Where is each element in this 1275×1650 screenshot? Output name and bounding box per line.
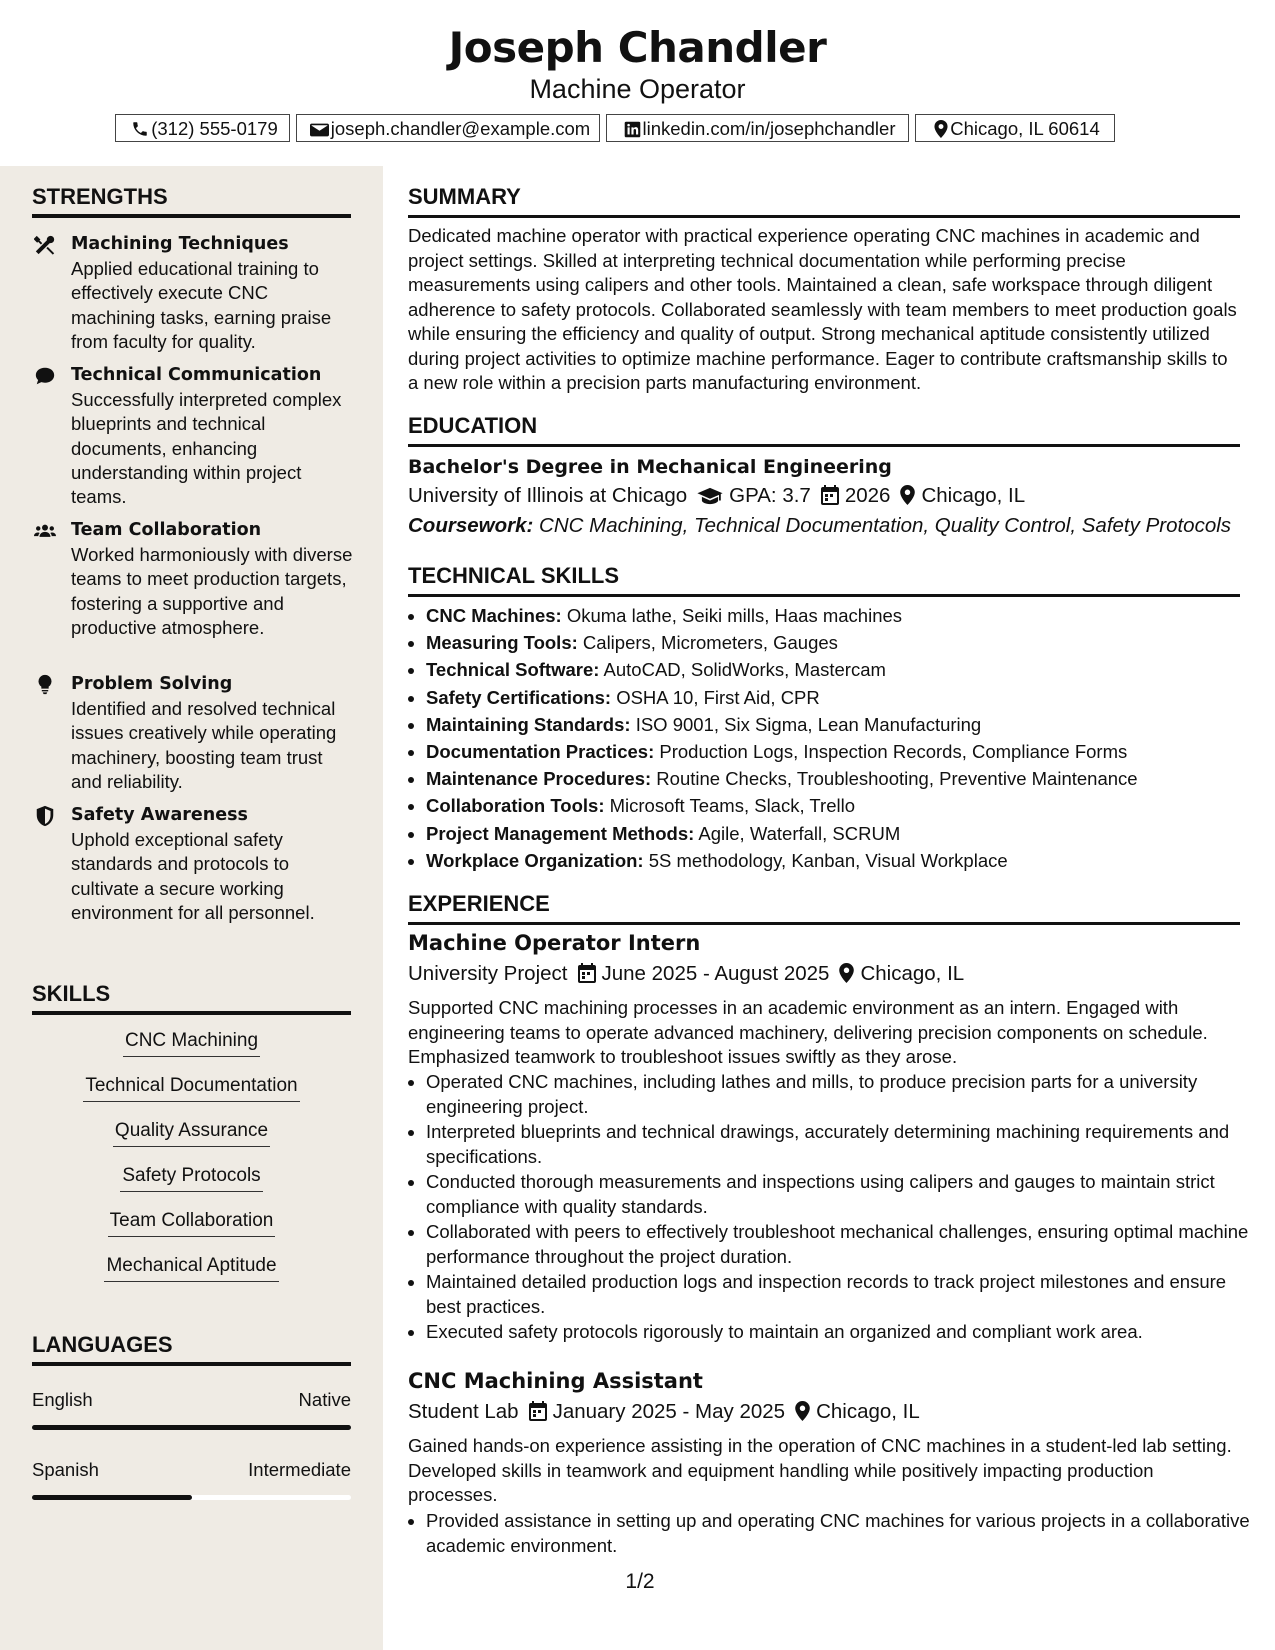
list-item <box>426 820 1258 847</box>
skills-heading: SKILLS <box>32 981 351 1015</box>
skill-value: 5S methodology, Kanban, Visual Workplace <box>648 849 1008 871</box>
skill-tag <box>32 1253 351 1282</box>
list-item: • Collaborated with peers to effectively troubleshoot mechanical challenges, ensuring optimal machine performance throughout the project duration. <box>426 1220 1258 1269</box>
contact-location-text: Chicago, IL 60614 <box>950 118 1100 139</box>
skill-value: Production Logs, Inspection Records, Compliance Forms <box>659 741 1128 763</box>
language-proficiency-fill <box>32 1495 192 1500</box>
coursework-label: Coursework: <box>408 514 534 537</box>
resume-header <box>0 0 1275 160</box>
contact-email-text: joseph.chandler@example.com <box>330 118 591 139</box>
skill-label: Technical Software: <box>426 659 600 681</box>
skill-value: Agile, Waterfall, SCRUM <box>698 822 901 844</box>
job-meta <box>408 1398 920 1426</box>
skill-label: Safety Certifications: <box>426 686 612 708</box>
languages-heading: LANGUAGES <box>32 1332 351 1366</box>
job-title: CNC Machining Assistant <box>408 1369 703 1393</box>
list-item <box>426 765 1258 792</box>
contact-linkedin-text: linkedin.com/in/josephchandler <box>642 118 896 139</box>
contact-phone-text: (312) 555-0179 <box>151 118 278 139</box>
strength-desc: Successfully interpreted complex blueprints and technical documents, enhancing understanding within project teams. <box>71 389 342 508</box>
skill-tag <box>32 1118 351 1147</box>
candidate-job-title: Machine Operator <box>529 74 746 104</box>
skill-label: Workplace Organization: <box>426 849 644 871</box>
skill-tag-label: Safety Protocols <box>120 1163 262 1192</box>
education-heading: EDUCATION <box>408 413 1240 447</box>
strengths-heading: STRENGTHS <box>32 184 351 218</box>
coursework-list: CNC Machining, Technical Documentation, Quality Control, Safety Protocols <box>539 514 1232 537</box>
language-proficiency-bar <box>32 1425 351 1430</box>
skill-tag-label: CNC Machining <box>123 1028 260 1057</box>
list-item <box>426 602 1258 629</box>
contact-location <box>915 114 1115 142</box>
list-item <box>426 711 1258 738</box>
skill-tag-label: Quality Assurance <box>113 1118 270 1147</box>
page-number: 1/2 <box>625 1570 655 1593</box>
job-org: University Project <box>408 962 568 985</box>
speech-bubble-icon <box>34 365 56 387</box>
job-dates: June 2025 - August 2025 <box>601 962 830 985</box>
list-item: • Executed safety protocols rigorously to maintain an organized and compliant work area. <box>426 1320 1258 1345</box>
coursework <box>408 512 1231 540</box>
contact-linkedin[interactable] <box>606 114 909 142</box>
skill-value: Okuma lathe, Seiki mills, Haas machines <box>566 605 903 626</box>
strength-name: Technical Communication <box>71 365 322 385</box>
strength-desc: Worked harmoniously with diverse teams to meet production targets, fostering a supportive and productive atmosphere. <box>71 544 353 638</box>
summary-text: Dedicated machine operator with practical experience operating CNC machines in academic and project settings. Skilled at interpreting technical documentation while performing precise measurements using calipers and other tools. Maintained a clean, safe workspace through diligent adherence to safety protocols. Collaborated seamlessly with team members to meet production goals while ensuring the efficiency and quality of output. Strong mechanical aptitude consistently utilized during project activities to optimize machine performance. Eager to contribute craftsmanship skills to a new role within a precision parts manufacturing environment. <box>408 225 1237 393</box>
graduation-cap-icon <box>697 487 723 505</box>
strength-name: Team Collaboration <box>71 520 262 540</box>
gpa: GPA: 3.7 <box>729 484 811 507</box>
envelope-icon <box>310 122 329 138</box>
contact-email[interactable] <box>296 114 600 142</box>
linkedin-icon <box>624 121 641 138</box>
language-name: English <box>32 1389 93 1410</box>
strength-name: Machining Techniques <box>71 234 289 254</box>
shield-icon <box>34 805 56 827</box>
map-pin-icon <box>839 963 854 983</box>
job-title: Machine Operator Intern <box>408 931 701 955</box>
skill-tag <box>32 1208 351 1237</box>
strength-name: Problem Solving <box>71 674 233 694</box>
school-name: University of Illinois at Chicago <box>408 484 688 507</box>
summary-heading: SUMMARY <box>408 184 1240 218</box>
skill-value: Microsoft Teams, Slack, Trello <box>609 795 855 817</box>
skill-label: Documentation Practices: <box>426 741 655 763</box>
job-location: Chicago, IL <box>860 962 965 985</box>
list-item <box>426 738 1258 765</box>
candidate-name: Joseph Chandler <box>448 23 827 72</box>
list-item <box>426 656 1258 683</box>
phone-icon <box>131 120 149 138</box>
list-item: • Operated CNC machines, including lathes and mills, to produce precision parts for a university engineering project. <box>426 1070 1258 1119</box>
lightbulb-icon <box>34 674 56 696</box>
skill-value: OSHA 10, First Aid, CPR <box>616 686 820 708</box>
language-proficiency-fill <box>32 1425 351 1430</box>
contact-bar <box>115 114 1215 144</box>
sidebar <box>0 166 383 1650</box>
list-item <box>426 847 1258 874</box>
technical-skills-heading: TECHNICAL SKILLS <box>408 563 1240 597</box>
tools-icon <box>34 234 56 256</box>
list-item <box>426 792 1258 819</box>
skill-tag <box>32 1028 351 1057</box>
skill-label: Maintenance Procedures: <box>426 768 652 790</box>
technical-skills-list <box>408 602 1258 874</box>
calendar-icon <box>821 485 839 505</box>
job-dates: January 2025 - May 2025 <box>552 1400 786 1423</box>
skill-value: AutoCAD, SolidWorks, Mastercam <box>603 659 886 681</box>
list-item: • Maintained detailed production logs and inspection records to track project milestones and ensure best practices. <box>426 1270 1258 1319</box>
map-pin-icon <box>795 1401 810 1421</box>
job-meta <box>408 960 964 988</box>
users-icon <box>34 520 56 542</box>
strength-desc: Uphold exceptional safety standards and protocols to cultivate a secure working environment for all personnel. <box>71 829 315 923</box>
graduation-year: 2026 <box>844 484 891 507</box>
job-location: Chicago, IL <box>816 1400 920 1423</box>
skill-value: Calipers, Micrometers, Gauges <box>582 632 838 654</box>
education-location: Chicago, IL <box>921 484 1026 507</box>
skill-label: Measuring Tools: <box>426 632 578 654</box>
experience-heading: EXPERIENCE <box>408 891 1240 925</box>
skill-label: Maintaining Standards: <box>426 713 631 735</box>
map-pin-icon <box>934 120 948 138</box>
list-item <box>426 629 1258 656</box>
skill-tag-label: Technical Documentation <box>83 1073 299 1102</box>
job-description: Supported CNC machining processes in an academic environment as an intern. Engaged with engineering teams to operate advanced machinery, delivering precision components on schedule. Emphasized teamwork to troubleshoot issues swiftly as they arose. <box>408 997 1208 1067</box>
skill-tag-label: Mechanical Aptitude <box>104 1253 278 1282</box>
degree-title: Bachelor's Degree in Mechanical Engineering <box>408 456 892 478</box>
job-bullets <box>408 1509 1258 1559</box>
skill-value: Routine Checks, Troubleshooting, Preventive Maintenance <box>656 768 1138 790</box>
skill-tag <box>32 1163 351 1192</box>
strength-desc: Identified and resolved technical issues creatively while operating machinery, boosting team trust and reliability. <box>71 698 337 792</box>
education-meta <box>408 482 1025 510</box>
language-level: Intermediate <box>248 1459 351 1480</box>
list-item: • Provided assistance in setting up and operating CNC machines for various projects in a collaborative academic environment. <box>426 1509 1258 1558</box>
skill-tag <box>32 1073 351 1102</box>
skill-label: Collaboration Tools: <box>426 795 605 817</box>
calendar-icon <box>529 1401 547 1421</box>
list-item <box>426 684 1258 711</box>
job-org: Student Lab <box>408 1400 519 1423</box>
language-name: Spanish <box>32 1459 99 1480</box>
job-description: Gained hands-on experience assisting in the operation of CNC machines in a student-led lab setting. Developed skills in teamwork and equipment handling while positively impacting production processes. <box>408 1435 1232 1505</box>
contact-phone[interactable] <box>115 114 290 142</box>
strength-name: Safety Awareness <box>71 805 248 825</box>
language-proficiency-bar <box>32 1495 351 1500</box>
list-item: • Conducted thorough measurements and inspections using calipers and gauges to maintain strict compliance with quality standards. <box>426 1170 1258 1219</box>
skill-label: CNC Machines: <box>426 605 562 626</box>
map-pin-icon <box>900 485 915 505</box>
job-bullets <box>408 1070 1258 1346</box>
language-level: Native <box>298 1389 351 1410</box>
list-item: • Interpreted blueprints and technical drawings, accurately determining machining requirements and specifications. <box>426 1120 1258 1169</box>
skill-tag-label: Team Collaboration <box>108 1208 276 1237</box>
strength-desc: Applied educational training to effectively execute CNC machining tasks, earning praise from faculty for quality. <box>71 258 332 352</box>
calendar-icon <box>578 963 596 983</box>
skill-value: ISO 9001, Six Sigma, Lean Manufacturing <box>635 713 982 735</box>
skill-label: Project Management Methods: <box>426 822 695 844</box>
